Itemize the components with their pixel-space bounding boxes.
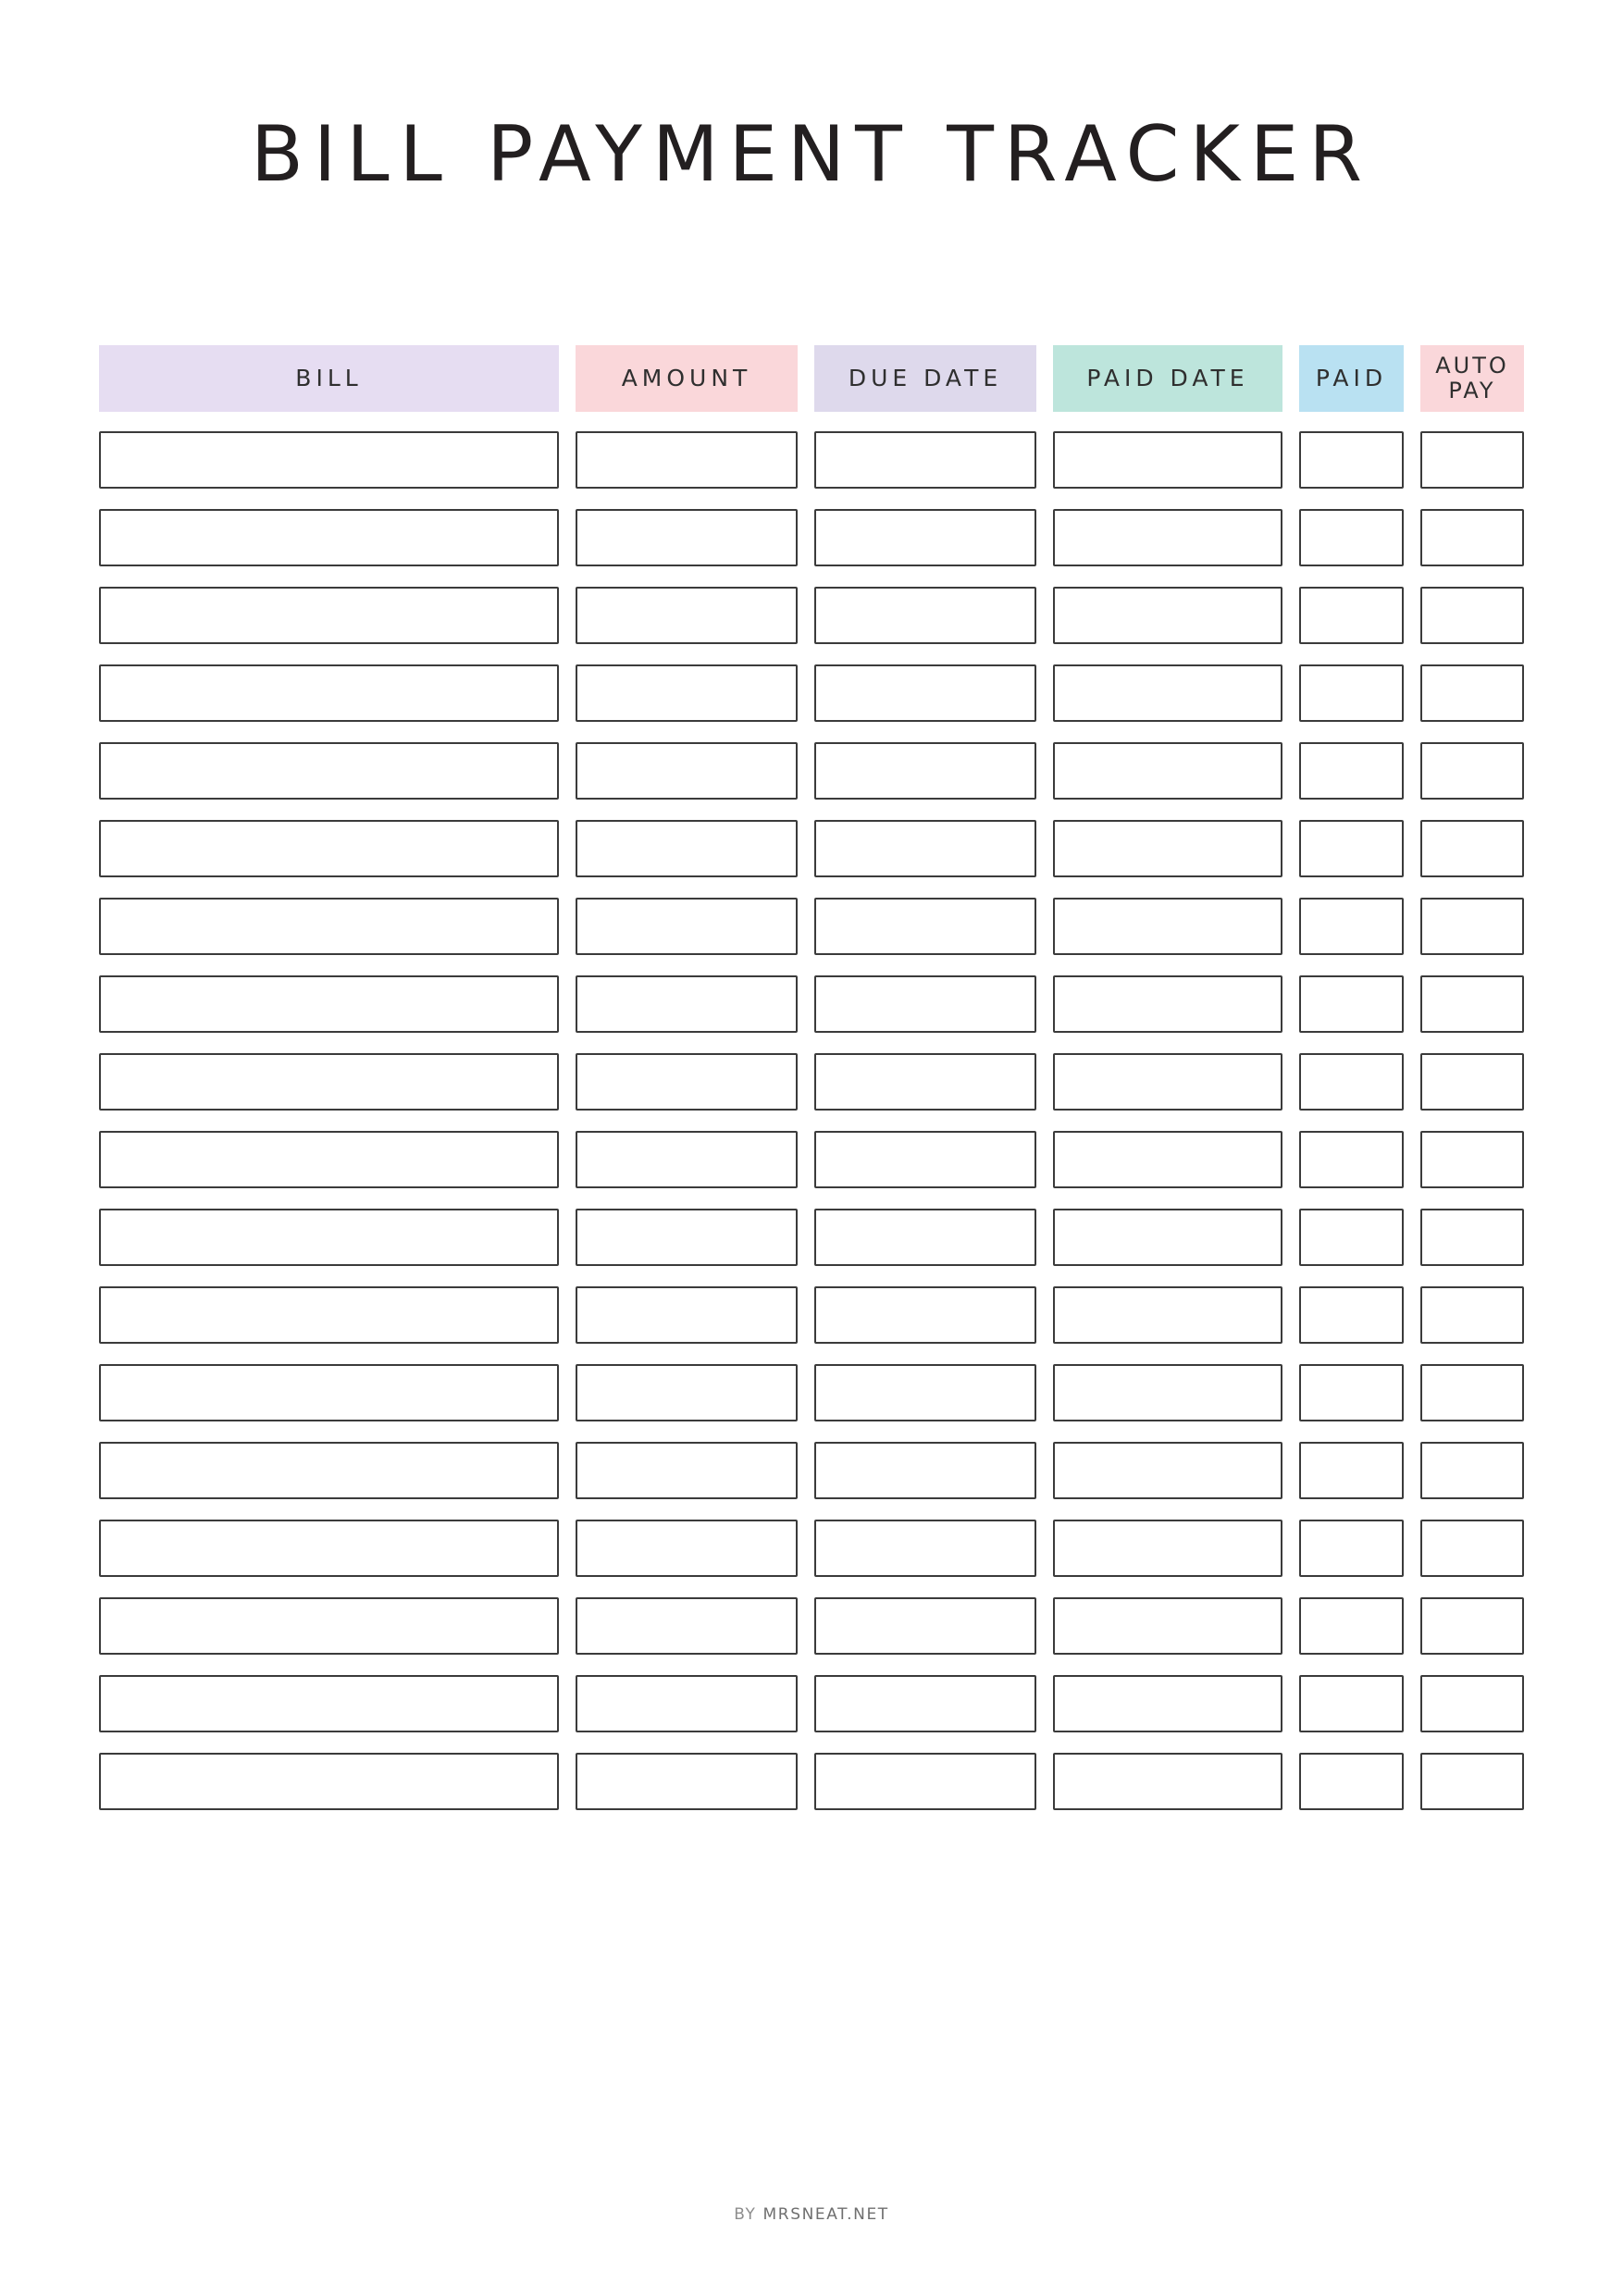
cell-paid-date[interactable] [1053, 587, 1282, 644]
table-row [99, 1053, 1524, 1111]
cell-amount[interactable] [576, 1209, 798, 1266]
table-row [99, 1286, 1524, 1344]
cell-due-date[interactable] [814, 742, 1036, 800]
cell-due-date[interactable] [814, 1753, 1036, 1810]
table-row [99, 820, 1524, 877]
table-row [99, 742, 1524, 800]
cell-bill[interactable] [99, 431, 559, 489]
cell-bill[interactable] [99, 1753, 559, 1810]
cell-paid-date[interactable] [1053, 820, 1282, 877]
cell-paid-date[interactable] [1053, 1286, 1282, 1344]
cell-auto-pay[interactable] [1420, 1053, 1524, 1111]
table-row [99, 587, 1524, 644]
cell-due-date[interactable] [814, 509, 1036, 566]
cell-paid[interactable] [1299, 1209, 1404, 1266]
cell-paid[interactable] [1299, 587, 1404, 644]
cell-due-date[interactable] [814, 1597, 1036, 1655]
cell-paid[interactable] [1299, 1520, 1404, 1577]
cell-amount[interactable] [576, 1286, 798, 1344]
column-header-auto-pay-line1: AUTO [1435, 352, 1509, 379]
cell-paid-date[interactable] [1053, 1442, 1282, 1499]
cell-paid-date[interactable] [1053, 1597, 1282, 1655]
cell-auto-pay[interactable] [1420, 975, 1524, 1033]
cell-bill[interactable] [99, 587, 559, 644]
cell-paid[interactable] [1299, 742, 1404, 800]
cell-bill[interactable] [99, 1286, 559, 1344]
cell-paid-date[interactable] [1053, 1053, 1282, 1111]
cell-due-date[interactable] [814, 1053, 1036, 1111]
cell-paid-date[interactable] [1053, 1364, 1282, 1421]
cell-auto-pay[interactable] [1420, 587, 1524, 644]
cell-amount[interactable] [576, 431, 798, 489]
footer-prefix: BY [734, 2205, 763, 2224]
cell-bill[interactable] [99, 742, 559, 800]
table-row [99, 1209, 1524, 1266]
table-row [99, 1597, 1524, 1655]
cell-auto-pay[interactable] [1420, 509, 1524, 566]
table-row [99, 1442, 1524, 1499]
cell-auto-pay[interactable] [1420, 1209, 1524, 1266]
cell-auto-pay[interactable] [1420, 1286, 1524, 1344]
cell-amount[interactable] [576, 742, 798, 800]
cell-bill[interactable] [99, 1442, 559, 1499]
table-row [99, 509, 1524, 566]
cell-paid[interactable] [1299, 1675, 1404, 1732]
cell-auto-pay[interactable] [1420, 898, 1524, 955]
cell-bill[interactable] [99, 664, 559, 722]
cell-due-date[interactable] [814, 1442, 1036, 1499]
cell-auto-pay[interactable] [1420, 1442, 1524, 1499]
column-header-auto-pay [1420, 345, 1524, 412]
cell-amount[interactable] [576, 898, 798, 955]
cell-amount[interactable] [576, 1442, 798, 1499]
cell-bill[interactable] [99, 1675, 559, 1732]
table-header-row [99, 345, 1524, 412]
cell-paid-date[interactable] [1053, 664, 1282, 722]
cell-due-date[interactable] [814, 1675, 1036, 1732]
cell-auto-pay[interactable] [1420, 1597, 1524, 1655]
cell-paid[interactable] [1299, 1286, 1404, 1344]
cell-amount[interactable] [576, 975, 798, 1033]
cell-paid[interactable] [1299, 1597, 1404, 1655]
cell-auto-pay[interactable] [1420, 1364, 1524, 1421]
table-row [99, 898, 1524, 955]
table-body [99, 431, 1524, 1810]
cell-due-date[interactable] [814, 820, 1036, 877]
column-header-paid: PAID [1299, 345, 1404, 412]
cell-amount[interactable] [576, 1753, 798, 1810]
bill-payment-table [99, 345, 1524, 1831]
table-row [99, 1675, 1524, 1732]
page-title: BILL PAYMENT TRACKER [250, 109, 1373, 199]
cell-due-date[interactable] [814, 975, 1036, 1033]
footer-brand: MRSNEAT.NET [762, 2205, 889, 2224]
cell-due-date[interactable] [814, 664, 1036, 722]
cell-bill[interactable] [99, 820, 559, 877]
cell-auto-pay[interactable] [1420, 820, 1524, 877]
cell-amount[interactable] [576, 1597, 798, 1655]
cell-auto-pay[interactable] [1420, 1675, 1524, 1732]
cell-auto-pay[interactable] [1420, 742, 1524, 800]
cell-paid-date[interactable] [1053, 1131, 1282, 1188]
cell-amount[interactable] [576, 587, 798, 644]
cell-bill[interactable] [99, 1209, 559, 1266]
cell-paid[interactable] [1299, 1053, 1404, 1111]
cell-bill[interactable] [99, 975, 559, 1033]
cell-paid-date[interactable] [1053, 742, 1282, 800]
cell-paid-date[interactable] [1053, 1675, 1282, 1732]
cell-amount[interactable] [576, 820, 798, 877]
cell-paid[interactable] [1299, 1131, 1404, 1188]
cell-auto-pay[interactable] [1420, 431, 1524, 489]
cell-amount[interactable] [576, 1131, 798, 1188]
cell-paid[interactable] [1299, 975, 1404, 1033]
cell-due-date[interactable] [814, 431, 1036, 489]
cell-paid[interactable] [1299, 820, 1404, 877]
cell-amount[interactable] [576, 509, 798, 566]
cell-bill[interactable] [99, 1364, 559, 1421]
cell-paid-date[interactable] [1053, 509, 1282, 566]
cell-bill[interactable] [99, 1520, 559, 1577]
table-row [99, 1364, 1524, 1421]
column-header-bill: BILL [99, 345, 559, 412]
cell-paid[interactable] [1299, 509, 1404, 566]
column-header-due-date: DUE DATE [814, 345, 1036, 412]
cell-amount[interactable] [576, 1364, 798, 1421]
cell-auto-pay[interactable] [1420, 664, 1524, 722]
cell-bill[interactable] [99, 1053, 559, 1111]
table-row [99, 975, 1524, 1033]
cell-paid-date[interactable] [1053, 898, 1282, 955]
cell-bill[interactable] [99, 1597, 559, 1655]
table-row [99, 1131, 1524, 1188]
table-row [99, 431, 1524, 489]
cell-due-date[interactable] [814, 1209, 1036, 1266]
footer-credit [0, 2205, 1623, 2224]
cell-due-date[interactable] [814, 1520, 1036, 1577]
cell-paid-date[interactable] [1053, 975, 1282, 1033]
cell-amount[interactable] [576, 1675, 798, 1732]
column-header-auto-pay-line2: PAY [1448, 377, 1496, 403]
table-row [99, 664, 1524, 722]
cell-due-date[interactable] [814, 1286, 1036, 1344]
cell-bill[interactable] [99, 1131, 559, 1188]
table-row [99, 1520, 1524, 1577]
cell-due-date[interactable] [814, 898, 1036, 955]
cell-due-date[interactable] [814, 1131, 1036, 1188]
cell-paid[interactable] [1299, 431, 1404, 489]
table-row [99, 1753, 1524, 1810]
cell-bill[interactable] [99, 509, 559, 566]
cell-paid[interactable] [1299, 664, 1404, 722]
cell-paid-date[interactable] [1053, 431, 1282, 489]
cell-auto-pay[interactable] [1420, 1520, 1524, 1577]
cell-auto-pay[interactable] [1420, 1131, 1524, 1188]
cell-auto-pay[interactable] [1420, 1753, 1524, 1810]
cell-paid[interactable] [1299, 898, 1404, 955]
cell-bill[interactable] [99, 898, 559, 955]
cell-paid-date[interactable] [1053, 1753, 1282, 1810]
cell-amount[interactable] [576, 664, 798, 722]
cell-amount[interactable] [576, 1520, 798, 1577]
cell-paid-date[interactable] [1053, 1209, 1282, 1266]
column-header-paid-date: PAID DATE [1053, 345, 1282, 412]
cell-paid[interactable] [1299, 1442, 1404, 1499]
cell-paid[interactable] [1299, 1364, 1404, 1421]
column-header-amount: AMOUNT [576, 345, 798, 412]
cell-paid-date[interactable] [1053, 1520, 1282, 1577]
cell-amount[interactable] [576, 1053, 798, 1111]
cell-paid[interactable] [1299, 1753, 1404, 1810]
cell-due-date[interactable] [814, 1364, 1036, 1421]
cell-due-date[interactable] [814, 587, 1036, 644]
